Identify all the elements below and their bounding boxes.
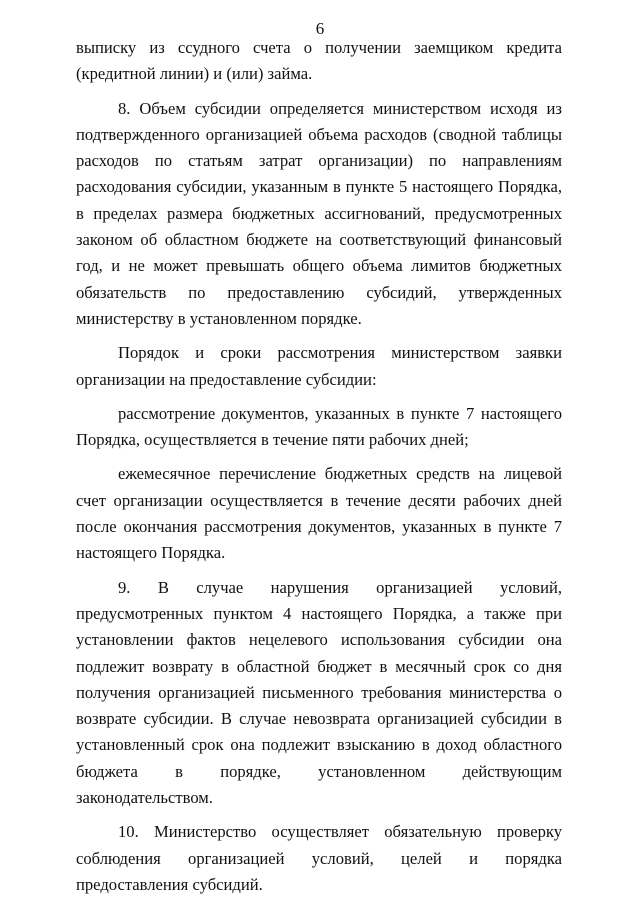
page-number: 6 [315, 19, 325, 38]
paragraph-item-8: 8. Объем субсидии определяется министерством исходя из подтвержденного организацией объема расходов (сводной таблицы расходов по статьям затрат организации) по направлениям расходования субсидии, указанным в пункте 5 настоящего Порядка, в пределах размера бюджетных ассигнований, предусмотренных законом об областном бюджете на соответствующий финансовый год, и не может превышать общего объема лимитов бюджетных обязательств по предоставлению субсидий, утвержденных министерству в установленном порядке. [76, 98, 562, 328]
paragraph-monthly-transfer: ежемесячное перечисление бюджетных средств на лицевой счет организации осуществляется в течение десяти рабочих дней после окончания рассмотрения документов, указанных в пункте 7 настоящего Порядка. [76, 464, 562, 563]
paragraph-document-review: рассмотрение документов, указанных в пункте 7 настоящего Порядка, осуществляется в течение пяти рабочих дней; [76, 403, 562, 450]
paragraph-item-10: 10. Министерство осуществляет обязательную проверку соблюдения организацией условий, целей и порядка предоставления субсидий. [76, 822, 562, 894]
paragraph-continuation: выписку из ссудного счета о получении заемщиком кредита (кредитной линии) и (или) займа. [76, 38, 562, 84]
document-body [76, 35, 562, 898]
paragraph-review-procedure: Порядок и сроки рассмотрения министерством заявки организации на предоставление субсидии: [76, 343, 562, 389]
paragraph-item-9: 9. В случае нарушения организацией условий, предусмотренных пунктом 4 настоящего Порядка, а также при установлении фактов нецелевого использования субсидии она подлежит возврату в областной бюджет в месячный срок со дня получения организацией письменного требования министерства о возврате субсидии. В случае невозврата организацией субсидии в установленный срок она подлежит взысканию в доход областного бюджета в порядке, установленном действующим законодательством. [76, 577, 562, 808]
